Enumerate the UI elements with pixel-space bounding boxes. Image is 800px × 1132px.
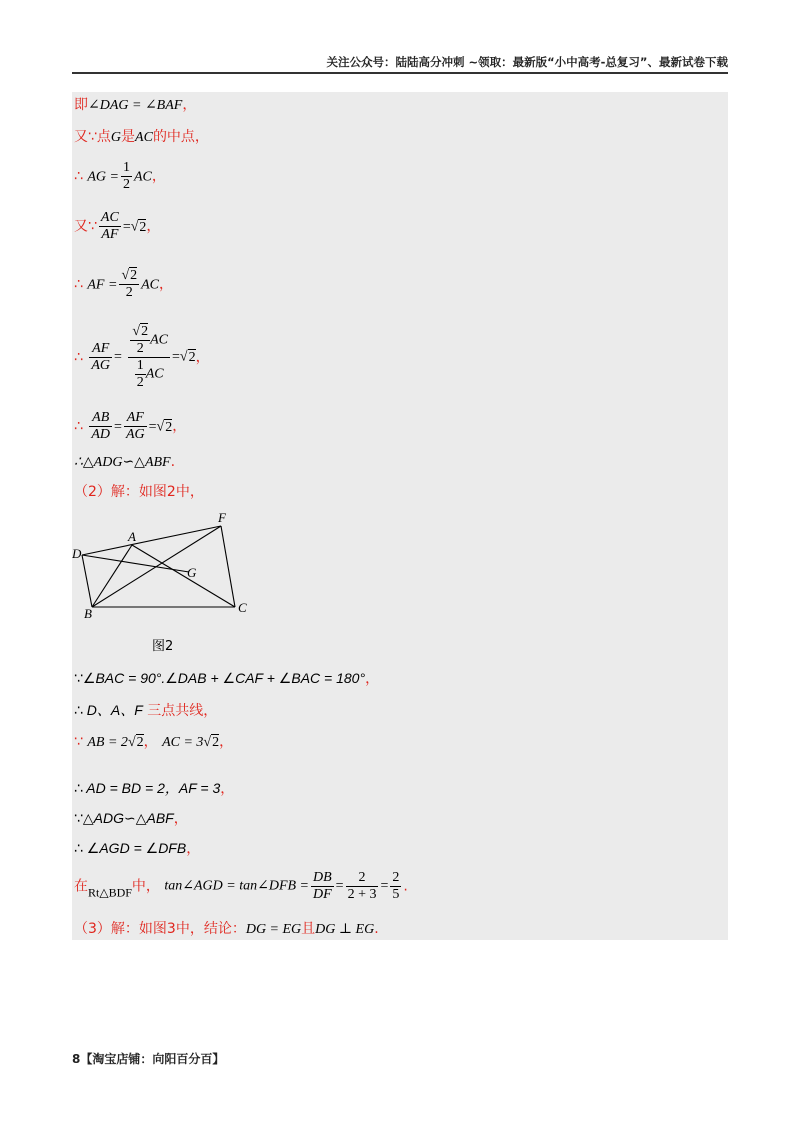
- text: ，: [146, 218, 161, 235]
- math: AC: [135, 130, 153, 145]
- label-B: B: [84, 606, 92, 621]
- sqrt-symbol: √: [127, 735, 136, 750]
- math: =: [335, 878, 344, 894]
- figure-caption: 图2: [152, 639, 174, 654]
- math: ∠DAG = ∠BAF: [88, 98, 183, 113]
- text: 且: [301, 921, 316, 937]
- text: .: [374, 921, 379, 937]
- part-2-heading: （2）解：如图2中，: [74, 484, 204, 500]
- text: 又∵点: [74, 129, 111, 145]
- line-7: [74, 410, 186, 443]
- label-G: G: [187, 565, 197, 580]
- text: ，: [182, 97, 197, 113]
- page-header: 关注公众号：陆陆高分冲刺 ~领取：最新版“小中高考-总复习”、最新试卷下载: [326, 55, 728, 69]
- compound-fraction: $\frac{√2}{2}$ AC $\frac{1}{2}$ AC: [128, 324, 170, 391]
- line-11: [74, 700, 217, 721]
- fraction: $\frac{AF}{AG}$: [91, 341, 111, 373]
- text: ，: [186, 841, 201, 857]
- text: ，: [172, 418, 187, 435]
- line-2: [74, 127, 209, 148]
- math: Rt△BDF: [88, 885, 132, 900]
- math: =: [148, 419, 157, 435]
- text: ，: [195, 349, 210, 366]
- math: =: [114, 349, 122, 365]
- line-14: [74, 808, 188, 829]
- math: ∴ AD = BD = 2，AF = 3: [74, 780, 221, 796]
- math: =: [380, 878, 389, 894]
- math: DG ⊥ EG: [315, 922, 375, 937]
- line-10: [74, 668, 379, 689]
- math: =: [122, 219, 131, 235]
- math: ∴ D、A、F: [74, 702, 143, 718]
- sqrt-symbol: √: [130, 219, 139, 235]
- line-12: [74, 732, 233, 753]
- text: 即: [74, 97, 88, 113]
- sqrt-symbol: √: [203, 735, 212, 750]
- math: 2: [136, 735, 144, 750]
- because-symbol: ∵: [74, 734, 83, 750]
- math: AC: [141, 277, 160, 293]
- line-DB: [82, 555, 92, 607]
- line-FC: [221, 526, 235, 607]
- therefore-symbol: ∴: [74, 168, 83, 185]
- line-13: [74, 778, 234, 799]
- text: 是: [121, 129, 136, 145]
- math: 2: [165, 419, 173, 435]
- page-footer: 8【淘宝店铺：向阳百分百】: [72, 1052, 225, 1066]
- math: 2: [188, 349, 196, 365]
- math: AC: [133, 169, 152, 185]
- text: ，: [173, 811, 188, 827]
- line-1: [74, 95, 196, 116]
- math: AF =: [87, 277, 118, 293]
- text: ，: [365, 671, 380, 687]
- fraction: $\frac{AC}{AF}$: [100, 210, 119, 242]
- text: 在: [74, 878, 88, 895]
- label-D: D: [72, 546, 82, 561]
- math: ∵∠BAC = 90°.∠DAB + ∠CAF + ∠BAC = 180°: [74, 670, 366, 686]
- line-9: [74, 482, 204, 502]
- label-F: F: [218, 510, 226, 525]
- math: DG = EG: [245, 922, 302, 937]
- fraction: $\frac{2}{2 + 3}$: [347, 870, 377, 902]
- math: =: [171, 349, 180, 365]
- math: =: [114, 419, 122, 435]
- fraction: $\frac{2}{5}$: [392, 870, 400, 902]
- fraction: $\frac{DB}{DF}$: [313, 870, 332, 902]
- math: ∴△ADG∽△ABF: [74, 455, 171, 470]
- text: ，: [219, 734, 234, 750]
- math: ∵△ADG∽△ABF: [74, 810, 174, 826]
- header-rule: [72, 72, 728, 74]
- text: .: [170, 454, 176, 470]
- sqrt-symbol: √: [156, 419, 165, 435]
- line-AB: [92, 545, 132, 607]
- fraction: $\frac{AF}{AG}$: [125, 410, 145, 442]
- line-4: [74, 210, 160, 243]
- math: AC = 3: [162, 735, 204, 750]
- text: .: [403, 878, 408, 895]
- fraction: $\frac{1}{2}$: [122, 160, 130, 192]
- text: 中，: [131, 878, 160, 895]
- line-17: [74, 919, 379, 940]
- line-DF: [82, 526, 221, 555]
- label-A: A: [128, 529, 136, 544]
- therefore-symbol: ∴: [74, 349, 83, 366]
- therefore-symbol: ∴: [74, 418, 83, 435]
- line-BF: [92, 526, 221, 607]
- text: 三点共线，: [147, 703, 218, 719]
- line-3: [74, 160, 166, 193]
- label-C: C: [238, 600, 247, 615]
- line-16: [74, 870, 408, 903]
- therefore-symbol: ∴: [74, 276, 83, 293]
- text: ，: [159, 276, 174, 293]
- math: tan∠AGD = tan∠DFB =: [164, 878, 309, 894]
- math: AB = 2: [87, 735, 128, 750]
- math: 2: [212, 735, 220, 750]
- fraction: $\frac{√2}{2}$: [121, 268, 138, 300]
- text: ，: [151, 168, 166, 185]
- text: 的中点，: [152, 129, 209, 145]
- text: 又∵: [74, 218, 97, 235]
- part-3-heading: （3）解：如图3中，结论：: [74, 921, 246, 937]
- line-5: [74, 268, 173, 301]
- line-AC: [132, 545, 235, 607]
- fraction: $\frac{AB}{AD}$: [91, 410, 111, 442]
- sqrt-symbol: √: [179, 349, 188, 365]
- math: ∴ ∠AGD = ∠DFB: [74, 840, 187, 856]
- math: G: [110, 130, 122, 145]
- math: AG =: [87, 169, 119, 185]
- line-8: [74, 452, 175, 473]
- text: ，: [220, 781, 235, 797]
- geometry-figure: [72, 510, 262, 660]
- line-15: [74, 838, 200, 859]
- math: 2: [139, 219, 147, 235]
- line-6: [74, 324, 210, 391]
- text: ，: [143, 734, 158, 750]
